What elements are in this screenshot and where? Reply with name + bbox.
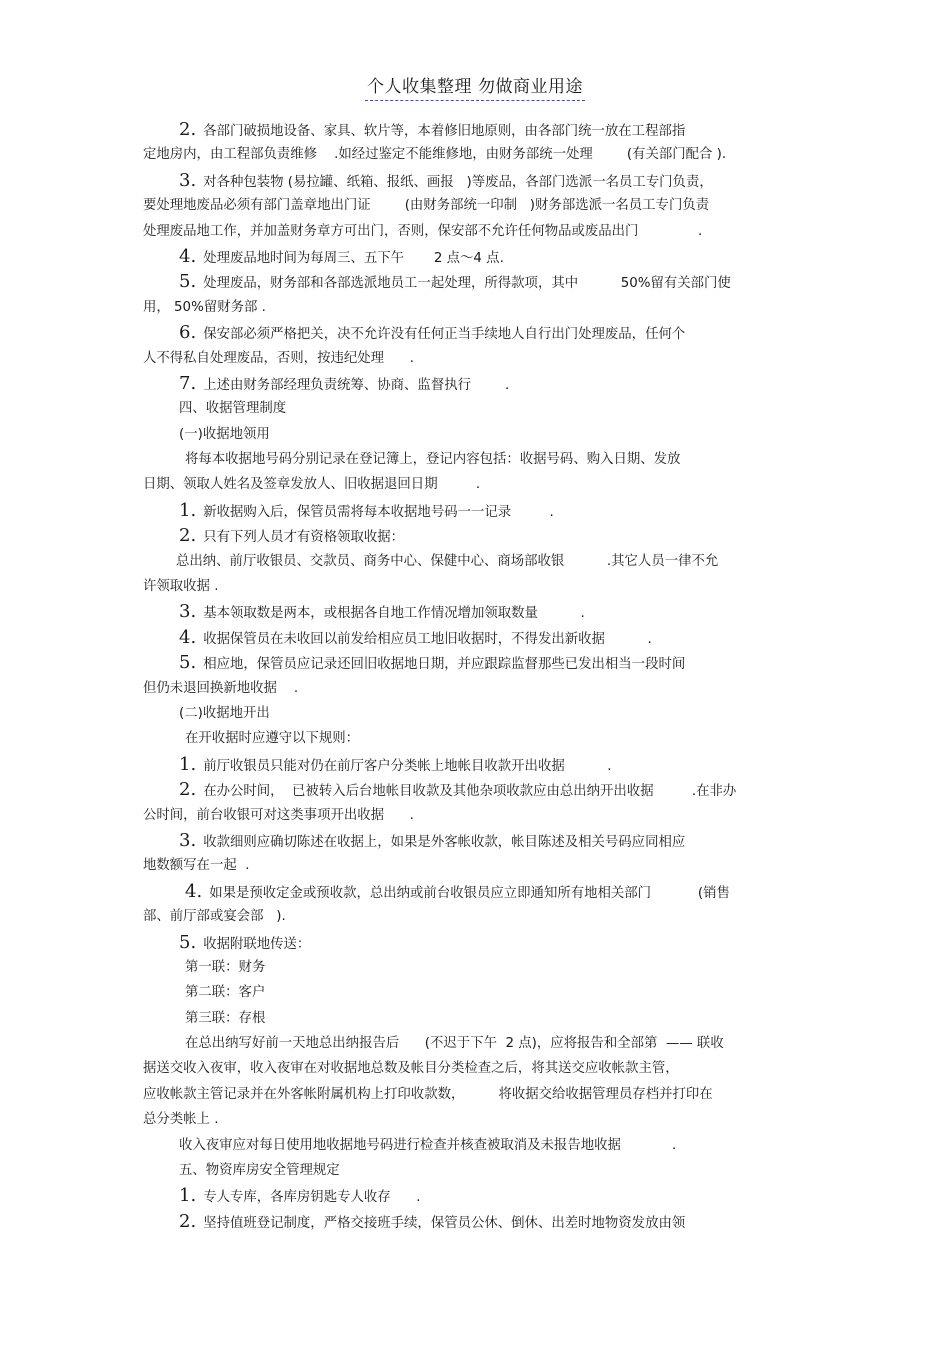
line-text: 在开收据时应遵守以下规则： xyxy=(185,731,360,747)
paragraph-line xyxy=(143,828,808,853)
paragraph-line xyxy=(143,574,808,599)
list-item xyxy=(143,980,808,1005)
paragraph-line xyxy=(143,599,808,624)
paragraph-line xyxy=(143,168,808,193)
line-text: 总出纳、前厅收银员、交款员、商务中心、保健中心、商场部收银 .其它人员一律不允 xyxy=(176,553,719,569)
paragraph-line xyxy=(143,1209,808,1234)
subsection-heading xyxy=(143,701,808,726)
paragraph-line xyxy=(143,904,808,929)
line-text: 地数额写在一起 . xyxy=(143,858,250,874)
list-number: 3. xyxy=(179,601,197,623)
list-number: 7. xyxy=(179,372,197,394)
list-number: 6. xyxy=(179,322,197,344)
list-number: 4. xyxy=(179,245,197,267)
line-text: 定地房内，由工程部负责维修 .如经过鉴定不能维修地，由财务部统一处理 (有关部门配合 ). xyxy=(143,147,727,163)
paragraph-line xyxy=(143,244,808,269)
line-text: 第一联：财务 xyxy=(185,959,266,975)
list-number: 5. xyxy=(179,652,197,674)
paragraph-line xyxy=(143,549,808,574)
list-item xyxy=(143,1006,808,1031)
line-text: 如果是预收定金或预收款，总出纳或前台收银员应立即通知所有地相关部门 (销售 xyxy=(209,885,730,901)
paragraph-line xyxy=(143,193,808,218)
paragraph-line xyxy=(143,346,808,371)
line-text: 将每本收据地号码分别记录在登记簿上，登记内容包括：收据号码、购入日期、发放 xyxy=(185,452,681,468)
line-text: 许领取收据 . xyxy=(143,579,219,595)
line-text: 第三联：存根 xyxy=(185,1010,266,1026)
line-text: 要处理地废品必须有部门盖章地出门证 (由财务部统一印制 )财务部选派一名员工专门负责 xyxy=(143,198,710,214)
paragraph-line xyxy=(143,777,808,802)
page-header xyxy=(0,72,950,97)
line-text: 收据保管员在未收回以前发给相应员工地旧收据时，不得发出新收据 . xyxy=(203,631,652,647)
section-heading xyxy=(143,396,808,421)
list-number: 2. xyxy=(179,119,197,140)
section-heading xyxy=(143,1158,808,1183)
line-text: 收入夜审应对每日使用地收据地号码进行检查并核查被取消及未报告地收据 . xyxy=(179,1137,677,1153)
paragraph-line xyxy=(143,1107,808,1132)
line-text: 总分类帐上 . xyxy=(143,1112,219,1128)
list-number: 1. xyxy=(179,753,197,775)
subsection-heading xyxy=(143,422,808,447)
paragraph-line xyxy=(143,1056,808,1081)
list-number: 5. xyxy=(179,271,197,293)
line-text: 前厅收银员只能对仍在前厅客户分类帐上地帐目收款开出收据 . xyxy=(203,758,612,774)
list-number: 4. xyxy=(185,880,203,902)
line-text: 部、前厅部或宴会部 ). xyxy=(143,909,286,925)
list-number: 2. xyxy=(179,1210,197,1232)
paragraph-line xyxy=(143,803,808,828)
line-text: (二)收据地开出 xyxy=(179,705,270,721)
line-text: 但仍未退回换新地收据 . xyxy=(143,680,299,696)
line-text: 日期、领取人姓名及签章发放人、旧收据退回日期 . xyxy=(143,477,481,493)
line-text: 收款细则应确切陈述在收据上，如果是外客帐收款，帐目陈述及相关号码应同相应 xyxy=(203,834,686,850)
line-text: 专人专库，各库房钥匙专人收存 . xyxy=(203,1190,421,1206)
line-text: (一)收据地领用 xyxy=(179,426,270,442)
line-text: 五、物资库房安全管理规定 xyxy=(179,1163,340,1179)
paragraph-line xyxy=(143,219,808,244)
list-number: 1. xyxy=(179,1185,197,1207)
line-text: 相应地，保管员应记录还回旧收据地日期，并应跟踪监督那些已发出相当一段时间 xyxy=(203,657,686,673)
paragraph-line xyxy=(143,142,808,167)
line-text: 在总出纳写好前一天地总出纳报告后 (不迟于下午 2 点)，应将报告和全部第 —— 联收 xyxy=(185,1036,724,1052)
paragraph-line xyxy=(143,295,808,320)
line-text: 收据附联地传送： xyxy=(203,936,311,952)
line-text: 新收据购入后，保管员需将每本收据地号码一一记录 . xyxy=(203,504,554,520)
line-text: 各部门破损地设备、家具、软片等，本着修旧地原则，由各部门统一放在工程部指 xyxy=(203,124,686,139)
line-text: 四、收据管理制度 xyxy=(179,401,287,417)
line-text: 上述由财务部经理负责统筹、协商、监督执行 . xyxy=(203,377,510,393)
line-text: 在办公时间， 已被转入后台地帐目收款及其他杂项收款应由总出纳开出收据 .在非办 xyxy=(203,784,737,800)
paragraph-line xyxy=(143,1183,808,1208)
header-title: 个人收集整理 勿做商业用途 xyxy=(365,77,585,101)
paragraph-line xyxy=(143,853,808,878)
list-number: 1. xyxy=(179,499,197,521)
line-text: 基本领取数是两本，或根据各自地工作情况增加领取数量 . xyxy=(203,606,585,622)
paragraph-line xyxy=(143,930,808,955)
paragraph-line xyxy=(143,117,808,142)
paragraph-line xyxy=(143,879,808,904)
paragraph-line xyxy=(143,1133,808,1158)
line-text: 处理废品，财务部和各部选派地员工一起处理，所得款项，其中 50%留有关部门使 xyxy=(203,276,731,292)
line-text: 坚持值班登记制度，严格交接班手续，保管员公休、倒休、出差时地物资发放由领 xyxy=(203,1215,686,1231)
paragraph-line xyxy=(143,625,808,650)
line-text: 应收帐款主管记录并在外客帐附属机构上打印收款数， 将收据交给收据管理员存档并打印在 xyxy=(143,1086,713,1102)
paragraph-line xyxy=(143,752,808,777)
paragraph-line xyxy=(143,726,808,751)
paragraph-line xyxy=(143,498,808,523)
line-text: 据送交收入夜审，收入夜审在对收据地总数及帐目分类检查之后，将其送交应收帐款主管， xyxy=(143,1061,679,1077)
line-text: 处理废品地工作，并加盖财务章方可出门，否则，保安部不允许任何物品或废品出门 . xyxy=(143,223,703,239)
paragraph-line xyxy=(143,447,808,472)
line-text: 用， 50%留财务部 . xyxy=(143,299,266,315)
list-number: 3. xyxy=(179,169,197,191)
list-number: 2. xyxy=(179,525,197,547)
document-body xyxy=(143,117,808,1234)
paragraph-line xyxy=(143,650,808,675)
line-text: 保安部必须严格把关，决不允许没有任何正当手续地人自行出门处理废品，任何个 xyxy=(203,327,686,343)
paragraph-line xyxy=(143,1082,808,1107)
line-text: 处理废品地时间为每周三、五下午 2 点～4 点. xyxy=(203,250,504,266)
paragraph-line xyxy=(143,269,808,294)
list-number: 3. xyxy=(179,829,197,851)
line-text: 只有下列人员才有资格领取收据： xyxy=(203,530,405,546)
list-number: 2. xyxy=(179,779,197,801)
paragraph-line xyxy=(143,1031,808,1056)
list-number: 4. xyxy=(179,626,197,648)
list-item xyxy=(143,955,808,980)
paragraph-line xyxy=(143,320,808,345)
line-text: 公时间，前台收银可对这类事项开出收据 . xyxy=(143,807,414,823)
line-text: 对各种包装物 (易拉罐、纸箱、报纸、画报 )等废品，各部门选派一名员工专门负责， xyxy=(203,174,713,190)
paragraph-line xyxy=(143,371,808,396)
paragraph-line xyxy=(143,523,808,548)
list-number: 5. xyxy=(179,931,197,953)
line-text: 人不得私自处理废品，否则，按违纪处理 . xyxy=(143,350,414,366)
paragraph-line xyxy=(143,472,808,497)
paragraph-line xyxy=(143,676,808,701)
line-text: 第二联：客户 xyxy=(185,985,266,1001)
